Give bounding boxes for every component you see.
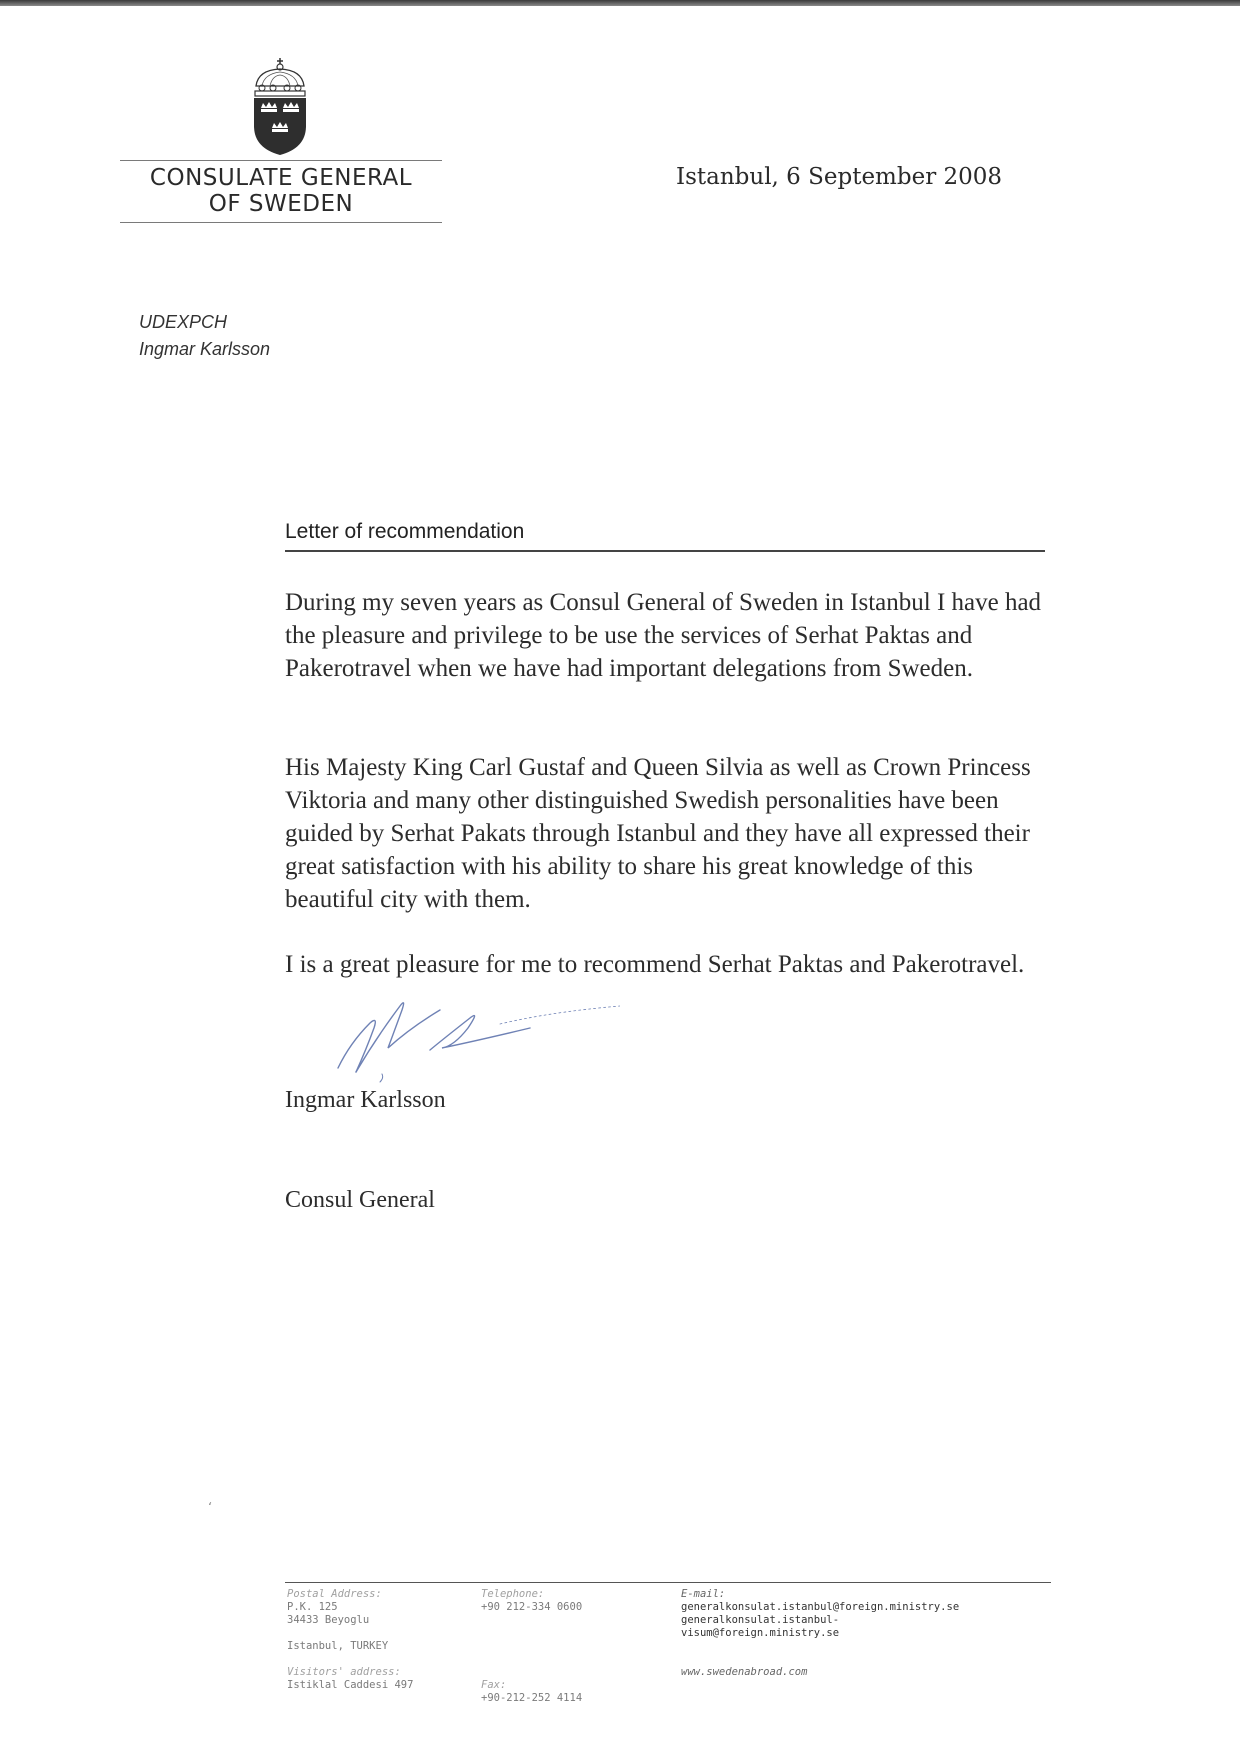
visitors-address: Istiklal Caddesi 497 (287, 1679, 414, 1691)
website-link: www.swedenabroad.com (681, 1666, 808, 1678)
signatory-name: Ingmar Karlsson (285, 1087, 446, 1113)
body-paragraph-1: During my seven years as Consul General of Sweden in Istanbul I have had the pleasure and privilege to be use the services of Serhat Paktas and Pakerotravel when we have had important delegations from Sweden. (285, 589, 1042, 682)
letterhead-bottom-rule (120, 222, 442, 223)
body-paragraph-2: His Majesty King Carl Gustaf and Queen Silvia as well as Crown Princess Viktoria and many other distinguished Swedish personalities have been guided by Serhat Pakats through Istanbul and they have all expressed their great satisfaction with his ability to share his great knowledge of this beautiful city with them. (285, 754, 1031, 913)
body-paragraph-3: I is a great pleasure for me to recommend Serhat Paktas and Pakerotravel. (285, 951, 1025, 978)
postal-label: Postal Address: (287, 1588, 382, 1600)
letter-subject: Letter of recommendation (285, 520, 1045, 552)
postal-line1: P.K. 125 (287, 1601, 338, 1613)
reference-code: UDEXPCH (139, 312, 228, 332)
signatory-title: Consul General (285, 1187, 435, 1213)
letterhead-top-rule (120, 160, 442, 161)
footer-rule (285, 1582, 1051, 1583)
fax-label: Fax: (481, 1679, 507, 1691)
email-line3: visum@foreign.ministry.se (681, 1627, 840, 1639)
letter-date: Istanbul, 6 September 2008 (676, 164, 1003, 190)
footer-postal (287, 1588, 413, 1692)
handwritten-signature (330, 988, 620, 1088)
email-line1: generalkonsulat.istanbul@foreign.ministry.se (681, 1601, 960, 1613)
letterhead-org-line2: OF SWEDEN (208, 191, 354, 217)
swedish-three-crowns-crest-icon (248, 56, 312, 156)
scan-top-edge (0, 0, 1240, 6)
letterhead-org-line1: CONSULATE GENERAL (149, 165, 413, 191)
reference-author: Ingmar Karlsson (139, 339, 271, 359)
fax-number: +90-212-252 4114 (481, 1692, 583, 1704)
postal-line2: 34433 Beyoglu (287, 1614, 370, 1626)
scan-speck: ‘ (208, 1500, 212, 1514)
telephone-label: Telephone: (481, 1588, 545, 1600)
footer-phone (481, 1588, 582, 1705)
postal-city: Istanbul, TURKEY (287, 1640, 389, 1652)
footer-email (681, 1588, 959, 1679)
email-label: E-mail: (681, 1588, 726, 1600)
email-line2: generalkonsulat.istanbul- (681, 1614, 840, 1626)
telephone-number: +90 212-334 0600 (481, 1601, 583, 1613)
visitors-label: Visitors' address: (287, 1666, 401, 1678)
